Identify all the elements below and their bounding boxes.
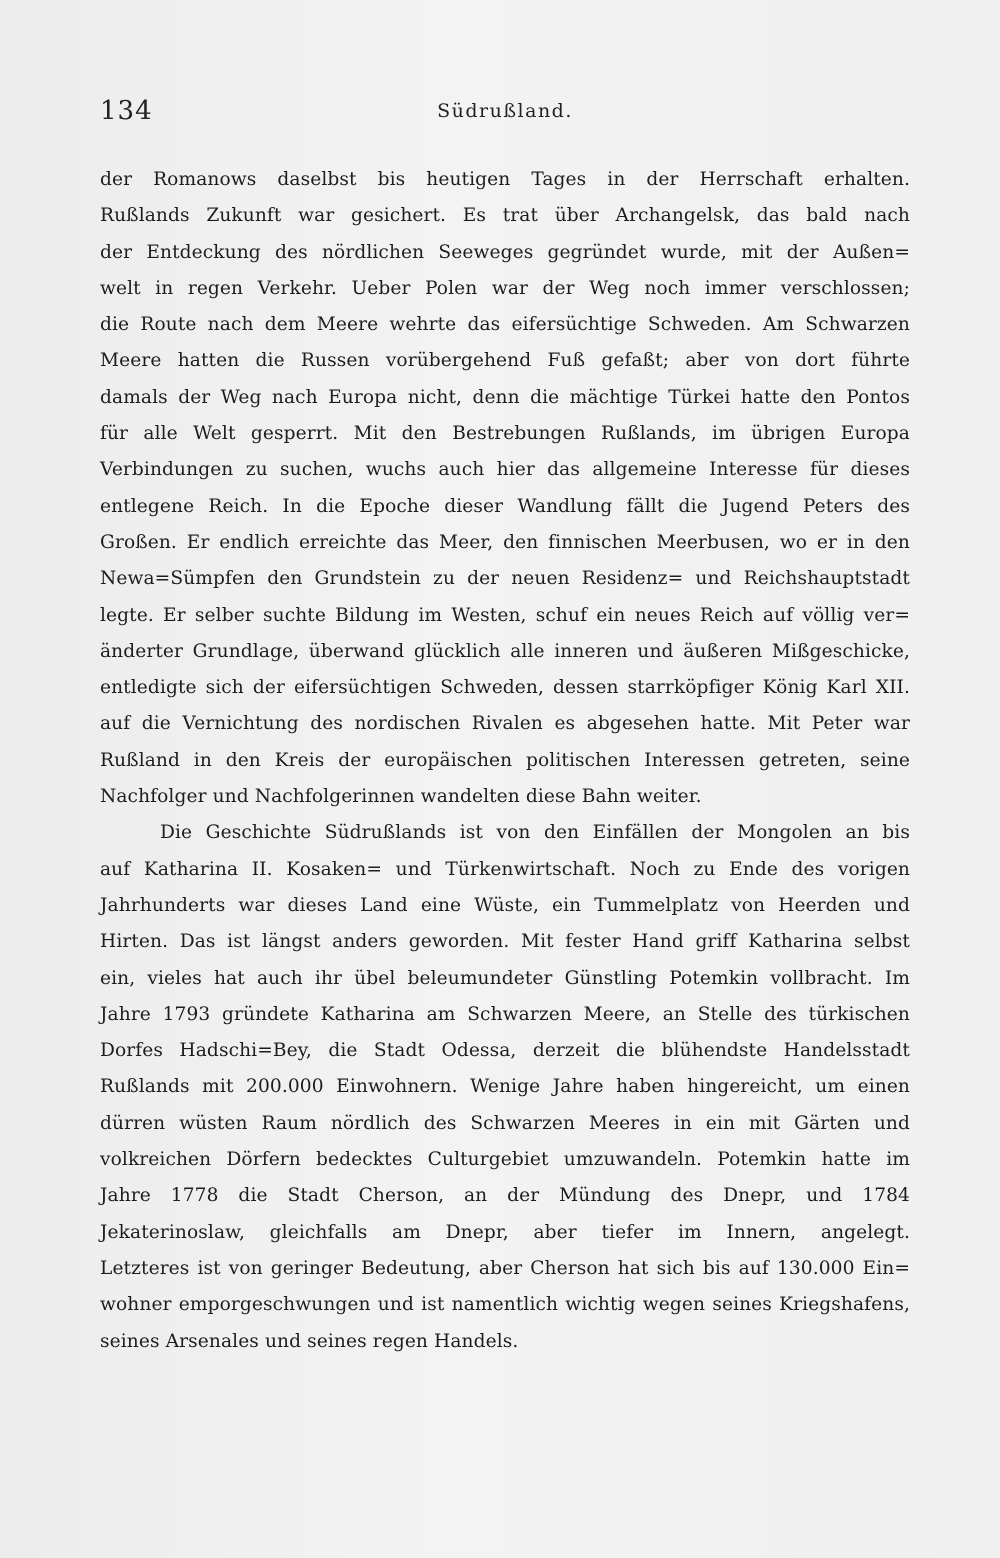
text-line: Die Geschichte Südrußlands ist von den Einfällen der Mongolen an bis [160,822,910,844]
text-line: entlegene Reich. In die Epoche dieser Wandlung fällt die Jugend Peters des [100,495,910,517]
text-line: Rußlands Zukunft war gesichert. Es trat über Archangelsk, das bald nach [100,205,910,227]
text-line: volkreichen Dörfern bedecktes Culturgebiet umzuwandeln. Potemkin hatte im [100,1149,910,1171]
text-line: Verbindungen zu suchen, wuchs auch hier das allgemeine Interesse für dieses [100,459,910,481]
body-text [100,162,910,1360]
text-line: Newa=Sümpfen den Grundstein zu der neuen Residenz= und Reichshauptstadt [100,568,910,590]
running-head: Südrußland. [437,100,573,122]
text-line: änderter Grundlage, überwand glücklich alle inneren und äußeren Mißgeschicke, [100,640,910,662]
text-line: Rußland in den Kreis der europäischen politischen Interessen getreten, seine [100,749,910,771]
page-number: 134 [100,96,153,126]
text-line: die Route nach dem Meere wehrte das eifersüchtige Schweden. Am Schwarzen [100,314,910,336]
text-line: Meere hatten die Russen vorübergehend Fuß gefaßt; aber von dort führte [100,350,910,372]
text-line: für alle Welt gesperrt. Mit den Bestrebungen Rußlands, im übrigen Europa [100,423,910,445]
paragraph-1 [100,162,910,815]
text-line: der Romanows daselbst bis heutigen Tages in der Herrschaft erhalten. [100,169,910,190]
text-line: der Entdeckung des nördlichen Seeweges gegründet wurde, mit der Außen= [100,241,910,263]
text-line: welt in regen Verkehr. Ueber Polen war der Weg noch immer verschlossen; [100,277,910,299]
text-line: Hirten. Das ist längst anders geworden. Mit fester Hand griff Katharina selbst [100,931,910,953]
text-line: legte. Er selber suchte Bildung im Westen, schuf ein neues Reich auf völlig ver= [100,604,910,626]
text-line: Großen. Er endlich erreichte das Meer, den finnischen Meerbusen, wo er in den [100,531,910,553]
text-line: Letzteres ist von geringer Bedeutung, aber Cherson hat sich bis auf 130.000 Ein= [100,1257,910,1279]
text-line: Rußlands mit 200.000 Einwohnern. Wenige Jahre haben hingereicht, um einen [100,1076,910,1098]
text-line: dürren wüsten Raum nördlich des Schwarzen Meeres in ein mit Gärten und [100,1112,910,1134]
text-line: ein, vieles hat auch ihr übel beleumundeter Günstling Potemkin vollbracht. Im [100,967,910,989]
text-line: entledigte sich der eifersüchtigen Schweden, dessen starrköpfiger König Karl XII. [100,677,910,699]
text-line: auf die Vernichtung des nordischen Rivalen es abgesehen hatte. Mit Peter war [100,713,910,735]
text-line: Jahre 1778 die Stadt Cherson, an der Mündung des Dnepr, und 1784 [100,1185,910,1207]
text-line: auf Katharina II. Kosaken= und Türkenwirtschaft. Noch zu Ende des vorigen [100,858,910,880]
text-line: seines Arsenales und seines regen Handels. [100,1330,519,1352]
text-line: Jahre 1793 gründete Katharina am Schwarzen Meere, an Stelle des türkischen [100,1003,910,1025]
paragraph-2 [100,815,910,1359]
text-line: Jahrhunderts war dieses Land eine Wüste, ein Tummelplatz von Heerden und [100,894,910,916]
text-line: wohner emporgeschwungen und ist namentlich wichtig wegen seines Kriegshafens, [100,1294,910,1316]
page-header [100,96,910,136]
text-line: damals der Weg nach Europa nicht, denn die mächtige Türkei hatte den Pontos [100,386,910,408]
text-line: Jekaterinoslaw, gleichfalls am Dnepr, aber tiefer im Innern, angelegt. [100,1221,910,1243]
text-line: Dorfes Hadschi=Bey, die Stadt Odessa, derzeit die blühendste Handelsstadt [100,1040,910,1062]
text-line: Nachfolger und Nachfolgerinnen wandelten diese Bahn weiter. [100,786,702,808]
